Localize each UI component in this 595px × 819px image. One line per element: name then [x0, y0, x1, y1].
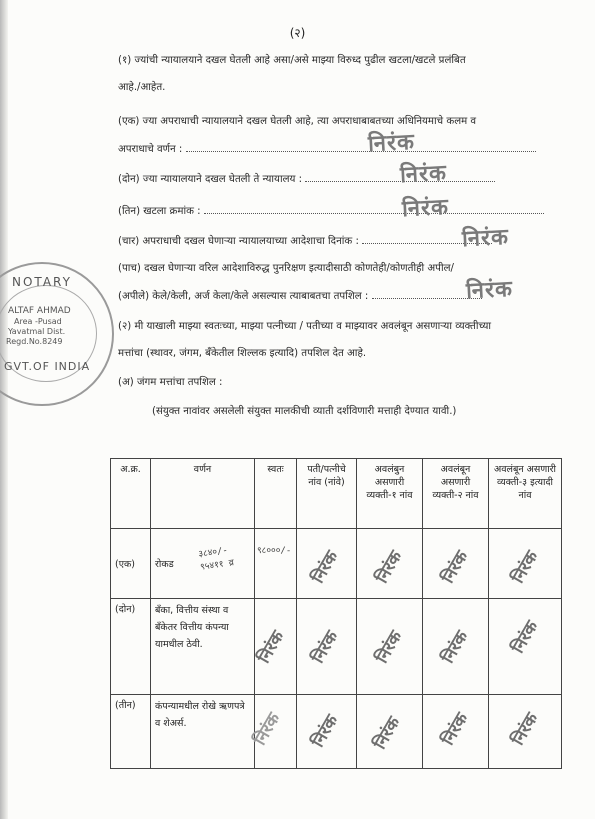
- nirank-stamp: निरंक: [372, 627, 407, 667]
- nirank-stamp: निरंक: [461, 223, 510, 253]
- row-self-cell: [255, 529, 297, 599]
- cell: [423, 529, 489, 599]
- row-number: (दोन): [111, 599, 151, 695]
- cell: [357, 695, 423, 769]
- nirank-stamp: निरंक: [308, 711, 343, 751]
- nirank-stamp: निरंक: [399, 159, 448, 189]
- cell: [423, 695, 489, 769]
- dotted-line: [186, 142, 536, 152]
- nirank-stamp: निरंक: [401, 193, 450, 223]
- para-2-line-1: (२) मी याखाली माझ्या स्वतःच्या, माझ्या पत्नीच्या / पतीच्या व माझ्यावर अवलंबून असणाऱ्या व्यक्तीच्या: [118, 321, 492, 332]
- scan-edge: [0, 0, 8, 819]
- para-tin: [118, 204, 544, 219]
- nirank-stamp: निरंक: [308, 547, 343, 587]
- cell: [255, 599, 297, 695]
- nirank-stamp: निरंक: [508, 709, 543, 749]
- col-header: पती/पत्नीचे नांव (नांवे): [297, 459, 357, 529]
- cell: [423, 599, 489, 695]
- para-1-line-2: आहे./आहेत.: [118, 82, 166, 93]
- row-desc: रोकड: [155, 559, 174, 570]
- nirank-stamp: निरंक: [508, 547, 543, 587]
- nirank-stamp: निरंक: [438, 709, 473, 749]
- nirank-stamp: निरंक: [508, 617, 543, 657]
- para-1-line-1: (१) ज्यांची न्यायालयाने दखल घेतली आहे असा/असे माझ्या विरुध्द पुढील खटला/खटले प्रलंबित: [118, 55, 466, 66]
- para-pach-line-1: (पाच) दखल घेणाऱ्या वरिल आदेशाविरुद्ध पुनरिक्षण इत्यादीसाठी कोणतेही/कोणतीही अपील/: [118, 263, 454, 274]
- cell: [489, 599, 562, 695]
- col-header: अ.क्र.: [111, 459, 151, 529]
- para-ek-line-1: (एक) ज्या अपराधाची न्यायालयाने दखल घेतली आहे, त्या अपराधाबाबतच्या अधिनियमाचे कलम व: [118, 116, 477, 127]
- cell: [489, 695, 562, 769]
- para-ek-line-2: [118, 142, 536, 157]
- assets-table: [110, 458, 562, 769]
- cell: [489, 529, 562, 599]
- table-row: [111, 695, 562, 769]
- row-self-value: ९८०००/-: [257, 546, 292, 556]
- cell: [357, 529, 423, 599]
- table-row: [111, 529, 562, 599]
- col-header: अवलंबुन असणारी व्यक्ती-१ नांव: [357, 459, 423, 529]
- table-header-row: [111, 459, 562, 529]
- para-pach-label: (अपीले) केले/केली, अर्ज केला/केले असल्यास त्याबाबतचा तपशिल :: [118, 291, 369, 302]
- para-ek-label: अपराधाचे वर्णन :: [118, 144, 183, 155]
- nirank-stamp: निरंक: [438, 627, 473, 667]
- cell: [357, 599, 423, 695]
- para-note: (संयुक्त नावांवर असलेली संयुक्त मालकीची व्याती दर्शविणारी मत्ताही देण्यात यावी.): [152, 406, 457, 417]
- nirank-stamp: निरंक: [308, 627, 343, 667]
- notary-seal-name: ALTAF AHMAD: [8, 306, 71, 316]
- col-header: अवलंबून असणारी व्यक्ती-२ नांव: [423, 459, 489, 529]
- cell: [297, 529, 357, 599]
- row-desc: बँका, वित्तीय संस्था व बँकेतर वित्तीय कंपन्या यामधील ठेवी.: [151, 599, 255, 695]
- nirank-stamp: निरंक: [372, 547, 407, 587]
- nirank-stamp: निरंक: [438, 547, 473, 587]
- row-number: (तीन): [111, 695, 151, 769]
- nirank-stamp: निरंक: [367, 128, 416, 158]
- para-tin-label: (तिन) खटला क्रमांक :: [118, 206, 201, 217]
- col-header: वर्णन: [151, 459, 255, 529]
- notary-seal-top: NOTARY: [12, 275, 72, 289]
- cell: [297, 599, 357, 695]
- handwritten-note: ३८४०/- ९५४११ व्र: [197, 545, 235, 573]
- para-pach-line-2: [118, 289, 482, 304]
- nirank-stamp: निरंक: [465, 275, 514, 305]
- notary-seal-regd: Regd.No.8249: [6, 337, 63, 346]
- para-2-line-2: मत्तांचा (स्थावर, जंगम, बँकेतील शिल्लक इत्यादि) तपशिल देत आहे.: [118, 348, 367, 359]
- para-char-label: (चार) अपराधाची दखल घेणाऱ्या न्यायालयाच्या आदेशाचा दिनांक :: [118, 236, 359, 247]
- row-desc-cell: [151, 529, 255, 599]
- nirank-stamp: निरंक: [250, 709, 285, 749]
- col-header: स्वतः: [255, 459, 297, 529]
- dotted-line: [204, 204, 544, 214]
- row-number: (एक): [111, 529, 151, 599]
- para-a: (अ) जंगम मत्तांचा तपशिल :: [118, 377, 223, 388]
- cell: [297, 695, 357, 769]
- col-header: अवलंबून असणारी व्यक्ती-३ इत्यादी नांव: [489, 459, 562, 529]
- notary-seal-area: Area -Pusad: [14, 317, 62, 326]
- notary-seal-bottom: GVT.OF INDIA: [4, 360, 91, 373]
- notary-seal-district: Yavatmal Dist.: [8, 327, 66, 336]
- nirank-stamp: निरंक: [370, 713, 405, 753]
- para-char: [118, 234, 492, 249]
- row-desc: कंपन्यामधील रोखे ऋणपत्रे व शेअर्स.: [151, 695, 255, 769]
- cell: [250, 695, 297, 769]
- nirank-stamp: निरंक: [254, 627, 289, 667]
- table-row: [111, 599, 562, 695]
- para-don-label: (दोन) ज्या न्यायालयाने दखल घेतली ते न्यायालय :: [118, 174, 303, 185]
- page-number: (२): [289, 26, 306, 40]
